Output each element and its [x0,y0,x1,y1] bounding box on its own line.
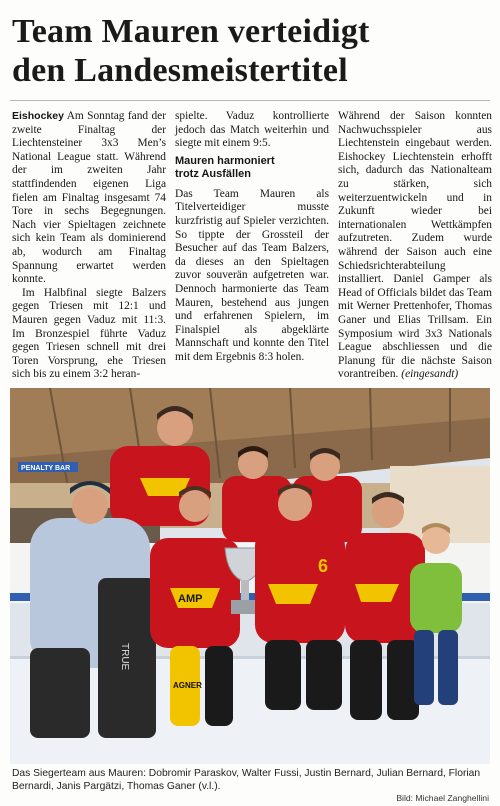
article-column-3 [338,110,492,382]
headline-line-2: den Landesmeistertitel [12,52,348,89]
subheading-line: Mauren harmoniert [175,154,275,167]
signoff: (eingesandt) [401,368,459,381]
article-paragraph [12,110,166,287]
article-paragraph: Das Team Mauren als Titelverteidiger musste kurzfristig auf Spieler verzichten. So tippte der Grossteil der Besucher auf das Team Balzers, da dieses an den Spieltagen zuvor souverän aufgetreten war. Dennoch harmonierte das Team Mauren, bestehend aus jungen und erfahrenen Spielern, im Finalspiel als abgeklärte Mannschaft und konnte den Titel mit dem Ergebnis 8:3 holen. [175,187,329,363]
player-number: 6 [318,556,329,576]
paragraph-text: Während der Saison konnten Nachwuchsspieler aus Liechtenstein eingebaut werden. Eishockey Liechtenstein erhofft sich, dadurch das Nationalteam zu stärken, sich weiterzuentwickeln und in Zukunft wieder bei internationalen Wettkämpfen aufzutreten. Zudem wurde während der Saison auch eine Schiedsrichterabteilung installiert. Daniel Gamper als Head of Officials bildet das Team mit Werner Prettenhofer, Thomas Ganer und Elias Trillsam. Ein Symposium wird 3x3 Nationals League abschliessen und die Planung für die nächste Saison vorantreiben. [338,110,492,381]
article-paragraph: Im Halbfinal siegte Balzers gegen Triesen mit 12:1 und Mauren gegen Vaduz mit 11:3. Im Bronzespiel führte Vaduz gegen Triesen schnell mit drei Toren Vorsprung, ehe Triesen sich bis zu einem 3:2 heran- [12,286,166,381]
headline [12,12,492,90]
headline-divider [10,100,490,101]
paragraph-text: Am Sonntag fand der zweite Finaltag der Liechtensteiner 3x3 Men’s National League statt. Während der im zweiten Jahr stattfindenden eigenen Liga fielen am Finaltag insgesamt 74 Tore in sechs Begegnungen. Nach vier Spieltagen zeichnete sich kein Team als dominierend ab, wodurch am Finaltag Spannung erwartet werden konnte. [12,110,167,286]
photo-credit: Bild: Michael Zanghellini [396,793,489,803]
headline-line-1: Team Mauren verteidigt [12,13,370,50]
article-column-1 [12,110,166,382]
pad-label: AGNER [173,681,202,690]
subheading [175,155,329,182]
team-photo [10,388,490,764]
caption-line: Das Siegerteam aus Mauren: Dobromir Paraskov, Walter Fussi, Justin Bernard, Julian Bernard, Florian [12,768,481,779]
subheading-line: trotz Ausfällen [175,168,251,181]
pad-brand: TRUE [119,643,130,671]
caption-line: Bernardi, Janis Pargätzi, Thomas Ganer (v.l.). [12,780,221,792]
section-lead: Eishockey [12,110,64,122]
team-photo-illustration [10,388,490,764]
banner-text: PENALTY BAR [21,465,71,472]
article-paragraph: spielte. Vaduz kontrollierte jedoch das Match weiterhin und siegte mit einem 9:5. [175,110,329,150]
photo-caption [12,768,490,793]
article-paragraph [338,110,492,382]
article-column-2 [175,110,329,365]
jersey-text: AMP [178,593,203,605]
